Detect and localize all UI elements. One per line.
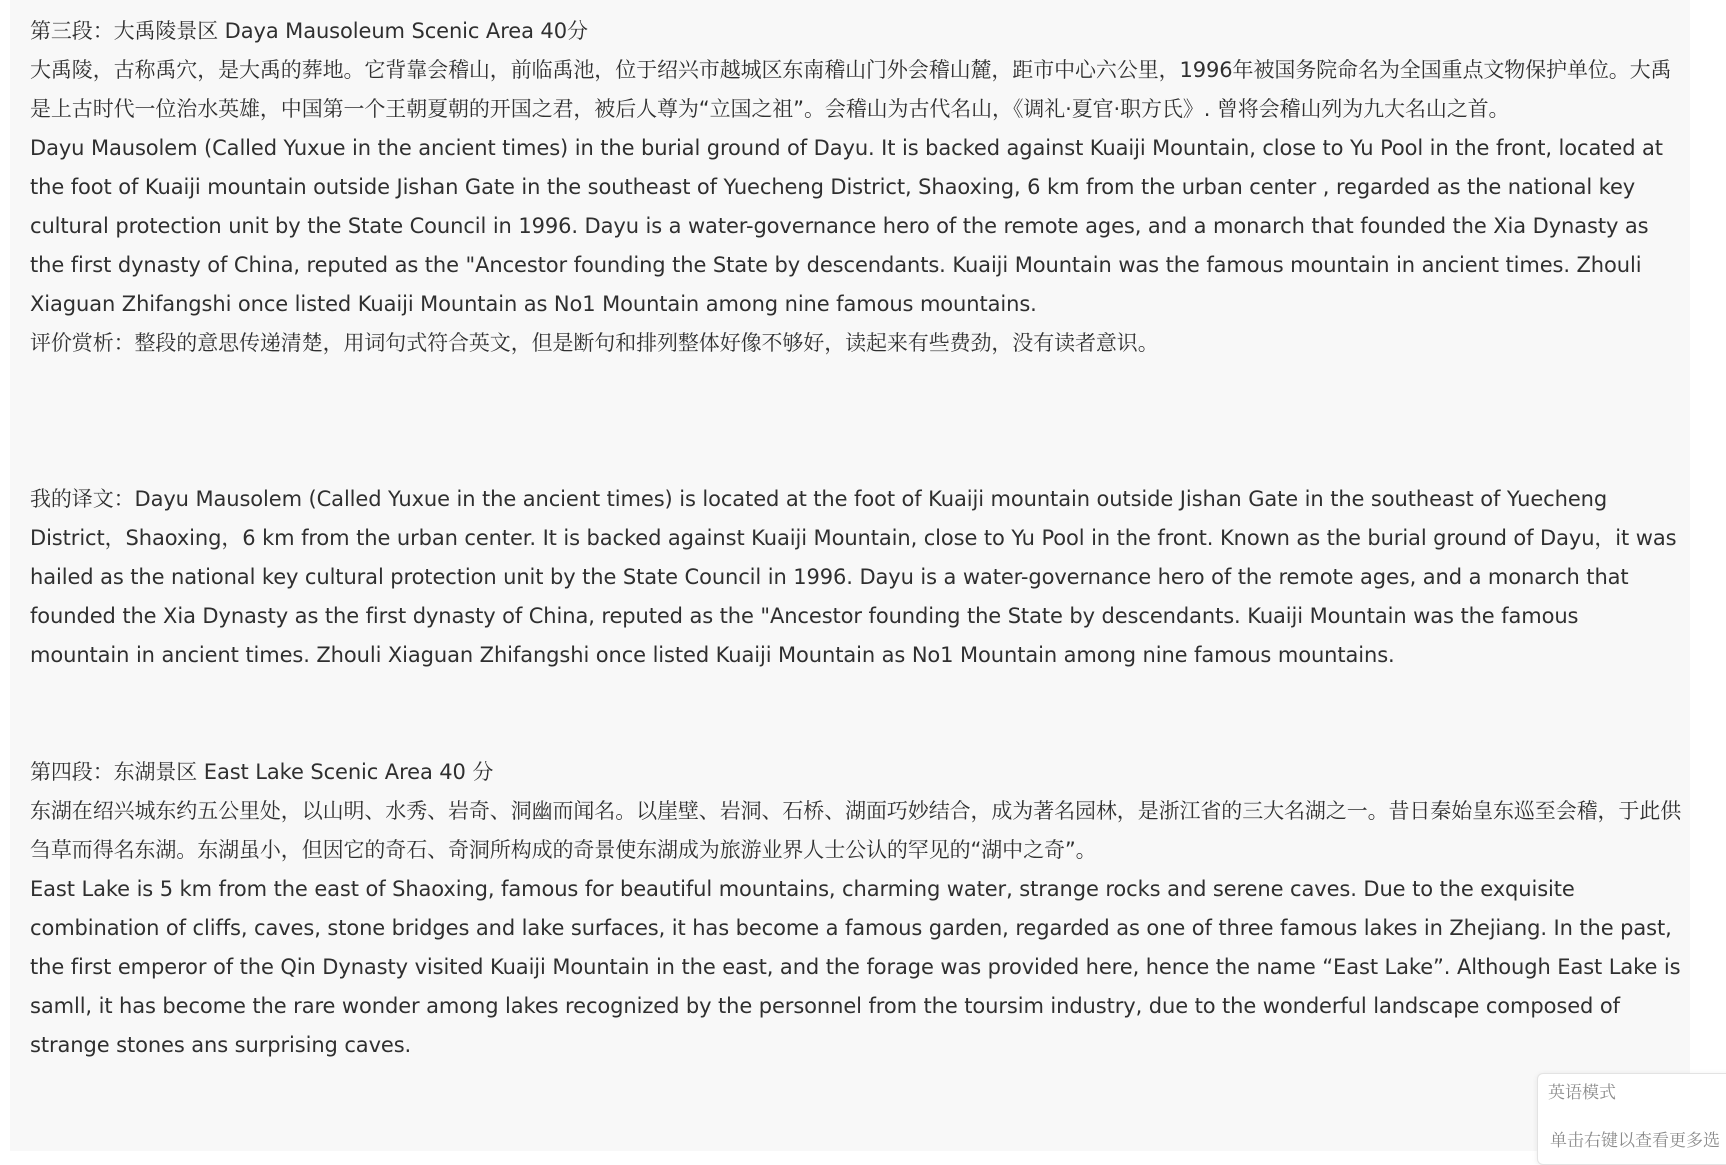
section4-title: 第四段：东湖景区 East Lake Scenic Area 40 分	[30, 760, 494, 784]
section3-my-translation: 我的译文：Dayu Mausolem (Called Yuxue in the ancient times) is located at the foot of Kuaiji mountain outside Jishan Gate in the southeast of Yuecheng District，Shaoxing，6 km from the urban center. It is backed against Kuaiji Mountain, close to Yu Pool in the front. Known as the burial ground of Dayu，it was hailed as the national key cultural protection unit by the State Council in 1996. Dayu is a water-governance hero of the remote ages, and a monarch that founded the Xia Dynasty as the first dynasty of China, reputed as the "Ancestor founding the State by descendants. Kuaiji Mountain was the famous mountain in ancient times. Zhouli Xiaguan Zhifangshi once listed Kuaiji Mountain as No1 Mountain among nine famous mountains.	[30, 487, 1677, 667]
section3-source-chinese: 大禹陵，古称禹穴，是大禹的葬地。它背靠会稽山，前临禹池，位于绍兴市越城区东南稽山门外会稽山麓，距市中心六公里，1996年被国务院命名为全国重点文物保护单位。大禹是上古时代一位治水英雄，中国第一个王朝夏朝的开国之君，被后人尊为“立国之祖”。会稽山为古代名山，《调礼·夏官·职方氏》. 曾将会稽山列为九大名山之首。	[30, 58, 1672, 121]
spacer	[30, 363, 1682, 480]
english-mode-label[interactable]: 英语模式	[1548, 1083, 1616, 1103]
document-content	[30, 12, 1682, 1065]
section3-title: 第三段：大禹陵景区 Daya Mausoleum Scenic Area 40分	[30, 19, 588, 43]
section4-source-chinese: 东湖在绍兴城东约五公里处，以山明、水秀、岩奇、洞幽而闻名。以崖壁、岩洞、石桥、湖面巧妙结合，成为著名园林，是浙江省的三大名湖之一。昔日秦始皇东巡至会稽，于此供刍草而得名东湖。东湖虽小，但因它的奇石、奇洞所构成的奇景使东湖成为旅游业界人士公认的罕见的“湖中之奇”。	[30, 799, 1682, 862]
section3-evaluation: 评价赏析：整段的意思传递清楚，用词句式符合英文，但是断句和排列整体好像不够好，读起来有些费劲，没有读者意识。	[30, 331, 1159, 355]
section4-reference-translation: East Lake is 5 km from the east of Shaoxing, famous for beautiful mountains, charming water, strange rocks and serene caves. Due to the exquisite combination of cliffs, caves, stone bridges and lake surfaces, it has become a famous garden, regarded as one of three famous lakes in Zhejiang. In the past, the first emperor of the Qin Dynasty visited Kuaiji Mountain in the east, and the forage was provided here, hence the name “East Lake”. Although East Lake is samll, it has become the rare wonder among lakes recognized by the personnel from the toursim industry, due to the wonderful landscape composed of strange stones ans surprising caves.	[30, 877, 1681, 1057]
section3-reference-translation: Dayu Mausolem (Called Yuxue in the ancient times) in the burial ground of Dayu. It is backed against Kuaiji Mountain, close to Yu Pool in the front, located at the foot of Kuaiji mountain outside Jishan Gate in the southeast of Yuecheng District, Shaoxing, 6 km from the urban center , regarded as the national key cultural protection unit by the State Council in 1996. Dayu is a water-governance hero of the remote ages, and a monarch that founded the Xia Dynasty as the first dynasty of China, reputed as the "Ancestor founding the State by descendants. Kuaiji Mountain was the famous mountain in ancient times. Zhouli Xiaguan Zhifangshi once listed Kuaiji Mountain as No1 Mountain among nine famous mountains.	[30, 136, 1663, 316]
input-method-panel[interactable]	[1537, 1073, 1726, 1165]
spacer	[30, 675, 1682, 753]
document-page	[10, 0, 1690, 1151]
right-click-hint: 单击右键以查看更多选	[1550, 1131, 1720, 1151]
